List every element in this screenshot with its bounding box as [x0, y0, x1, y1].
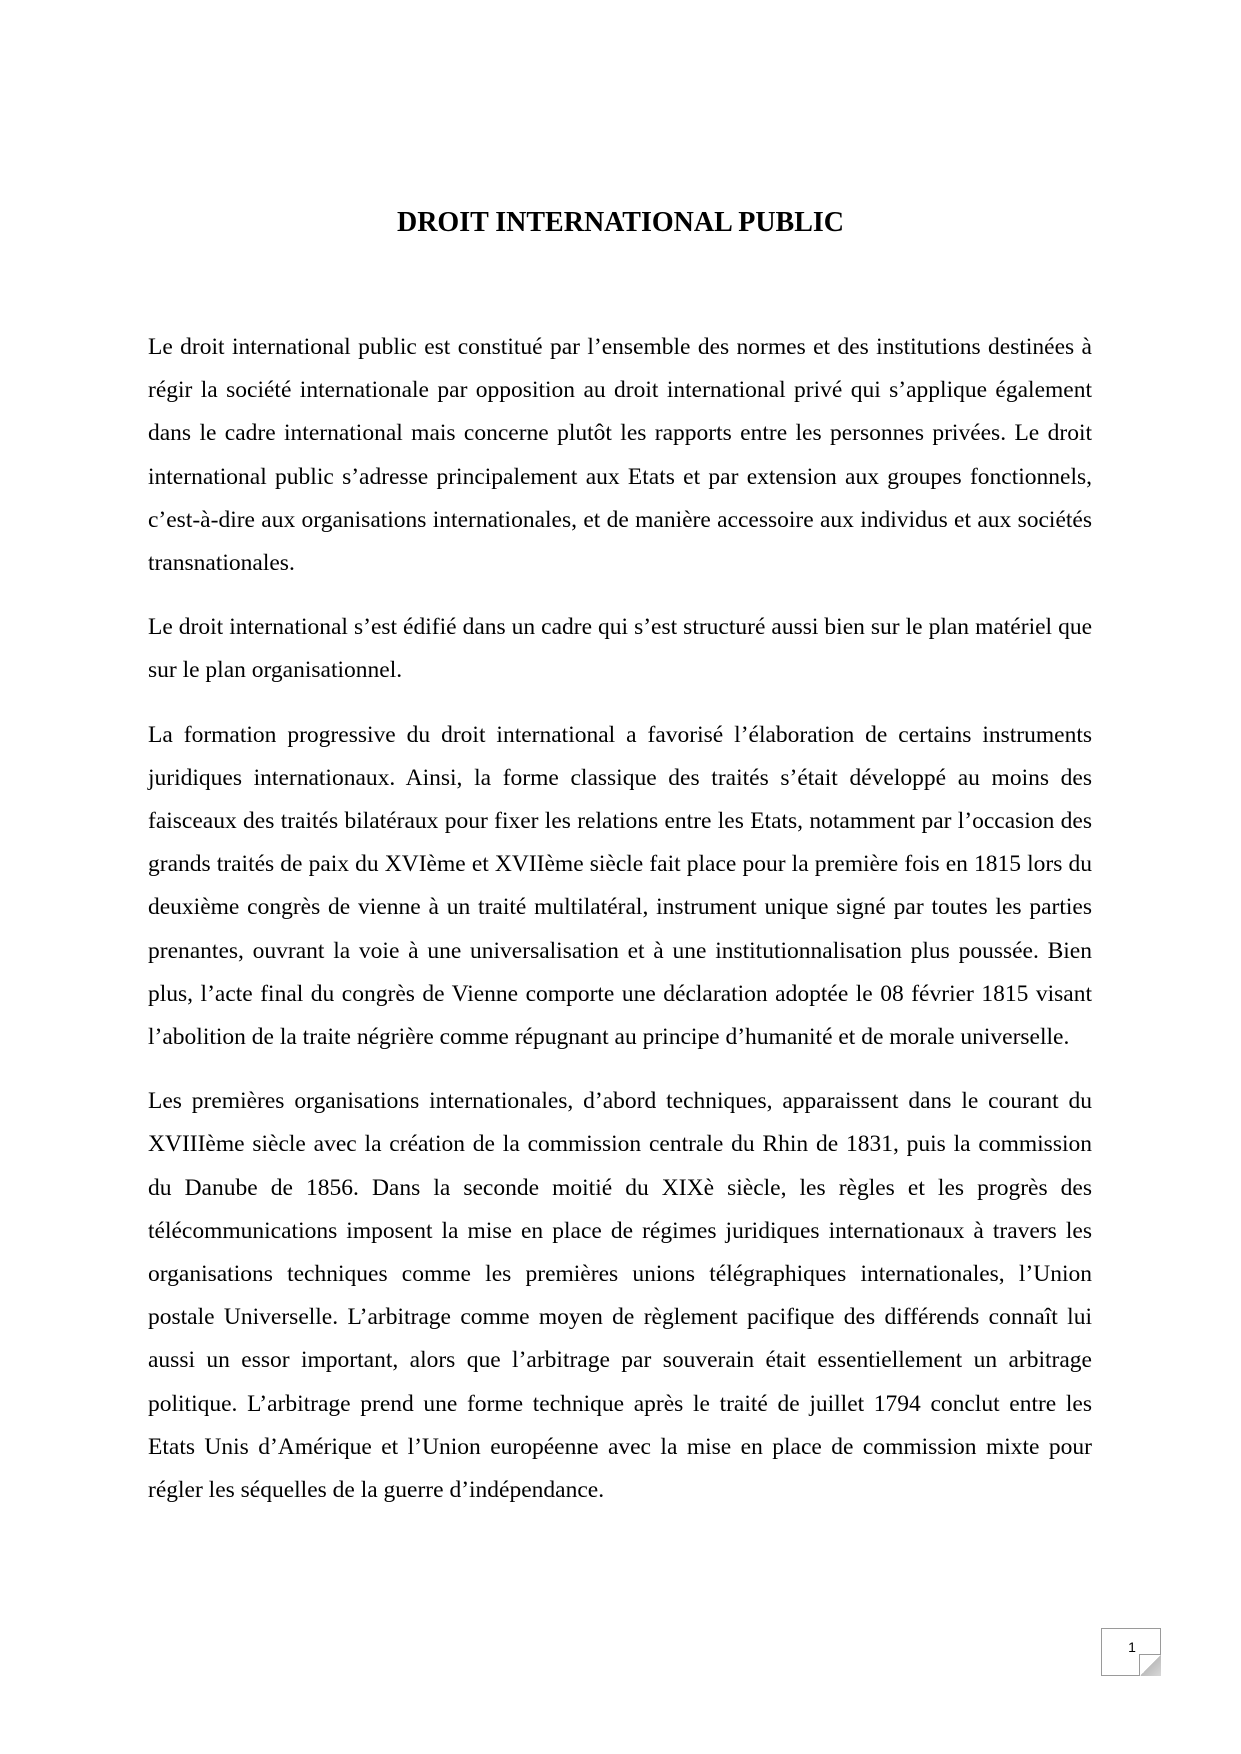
- paragraph-3: La formation progressive du droit international a favorisé l’élaboration de certains instruments juridiques internationaux. Ainsi, la forme classique des traités s’était développé au moins des faisceaux des traités bilatéraux pour fixer les relations entre les Etats, notamment par l’occasion des grands traités de paix du XVIème et XVIIème siècle fait place pour la première fois en 1815 lors du deuxième congrès de vienne à un traité multilatéral, instrument unique signé par toutes les parties prenantes, ouvrant la voie à une universalisation et à une institutionnalisation plus poussée. Bien plus, l’acte final du congrès de Vienne comporte une déclaration adoptée le 08 février 1815 visant l’abolition de la traite négrière comme répugnant au principe d’humanité et de morale universelle.: [148, 721, 1092, 1051]
- paragraph-4: Les premières organisations internationales, d’abord techniques, apparaissent dans le courant du XVIIIème siècle avec la création de la commission centrale du Rhin de 1831, puis la commission du Danube de 1856. Dans la seconde moitié du XIXè siècle, les règles et les progrès des télécommunications imposent la mise en place de régimes juridiques internationaux à travers les organisations techniques comme les premières unions télégraphiques internationales, l’Union postale Universelle. L’arbitrage comme moyen de règlement pacifique des différends connaît lui aussi un essor important, alors que l’arbitrage par souverain était essentiellement un arbitrage politique. L’arbitrage prend une forme technique après le traité de juillet 1794 conclut entre les Etats Unis d’Amérique et l’Union européenne avec la mise en place de commission mixte pour régler les séquelles de la guerre d’indépendance.: [148, 1088, 1092, 1504]
- page-number: 1: [1128, 1639, 1136, 1655]
- document-title: DROIT INTERNATIONAL PUBLIC: [396, 207, 845, 238]
- page-curl-icon: [1139, 1654, 1161, 1676]
- page-number-box: [1101, 1628, 1161, 1676]
- paragraph-1: Le droit international public est constitué par l’ensemble des normes et des institutions destinées à régir la société internationale par opposition au droit international privé qui s’applique également dans le cadre international mais concerne plutôt les rapports entre les personnes privées. Le droit international public s’adresse principalement aux Etats et par extension aux groupes fonctionnels, c’est-à-dire aux organisations internationales, et de manière accessoire aux individus et aux sociétés transnationales.: [148, 334, 1092, 577]
- document-body: [148, 326, 1092, 1533]
- paragraph-2: Le droit international s’est édifié dans un cadre qui s’est structuré aussi bien sur le plan matériel que sur le plan organisationnel.: [148, 614, 1092, 684]
